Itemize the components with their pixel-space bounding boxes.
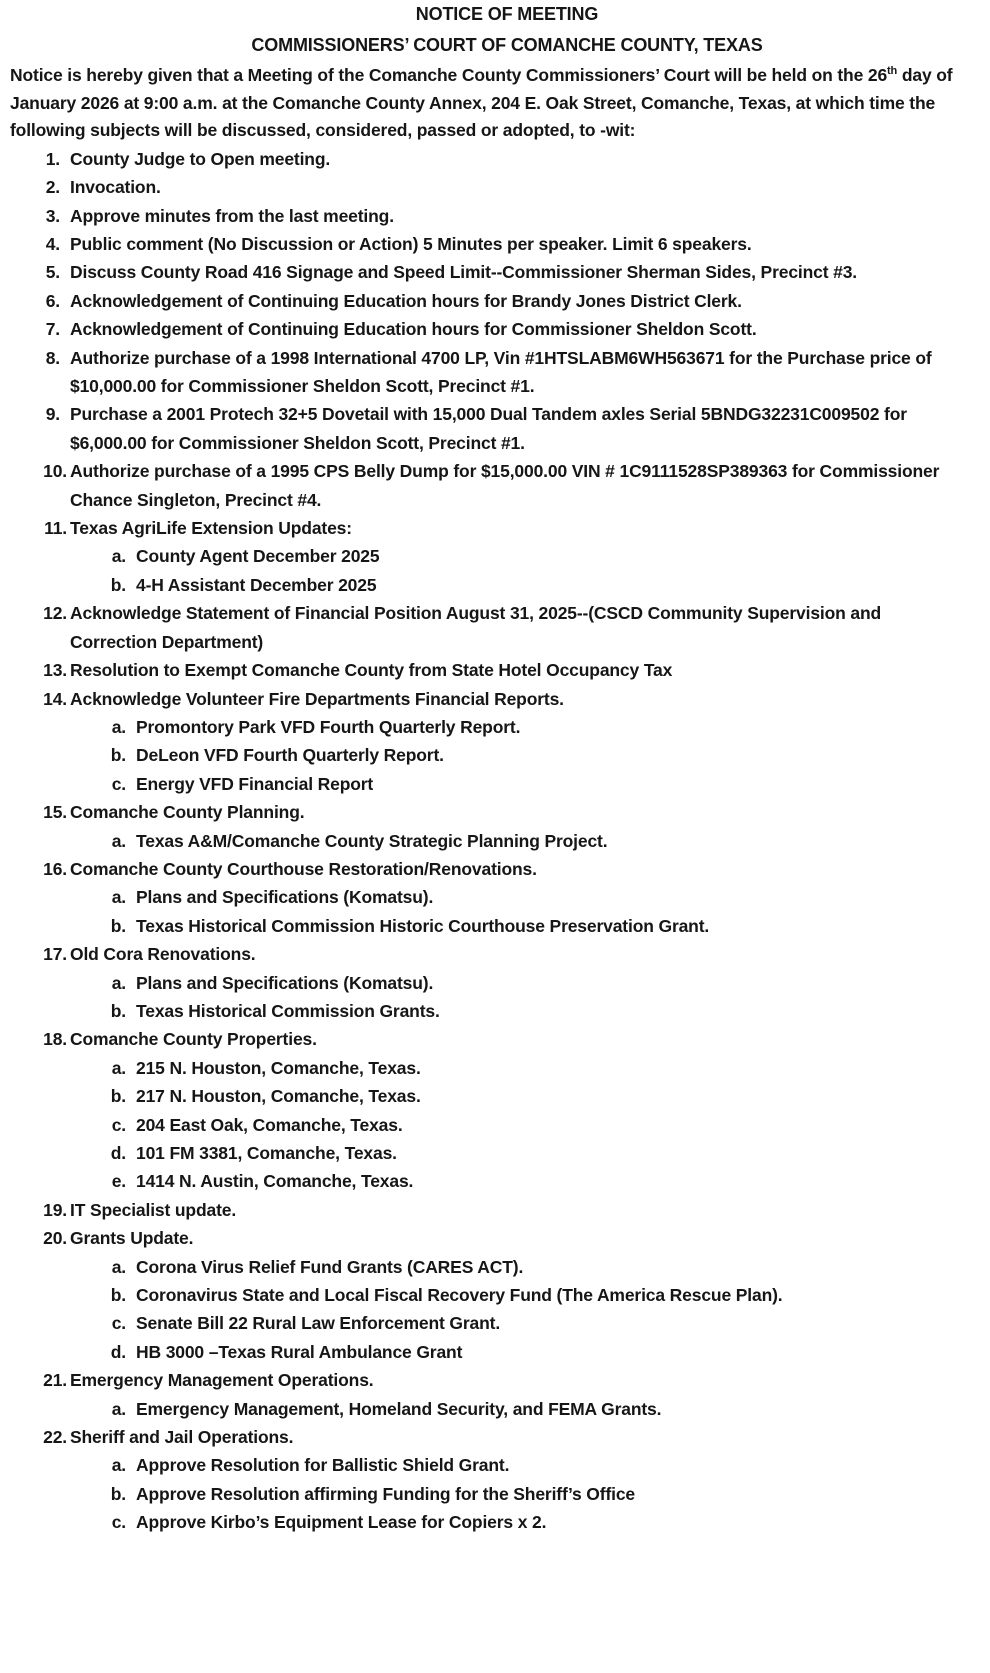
subitem-text: 1414 N. Austin, Comanche, Texas.: [136, 1171, 414, 1192]
subitem-letter: a.: [111, 546, 126, 567]
subitem-letter: b.: [110, 1000, 126, 1021]
subitem-text: Corona Virus Relief Fund Grants (CARES ACT).: [136, 1256, 524, 1277]
court-subtitle: COMMISSIONERS’ COURT OF COMANCHE COUNTY, TEXAS: [251, 35, 763, 55]
agenda-item-7: [10, 315, 976, 343]
subitem-text: 101 FM 3381, Comanche, Texas.: [136, 1143, 397, 1163]
subitem-text: Texas A&M/Comanche County Strategic Planning Project.: [136, 830, 608, 851]
item-number: 17.: [43, 944, 67, 965]
subitem-text: Senate Bill 22 Rural Law Enforcement Grant.: [136, 1313, 501, 1334]
subitem-text: County Agent December 2025: [136, 546, 380, 567]
agenda-item-15: [10, 798, 976, 826]
item-number: 13.: [43, 660, 67, 681]
item-text: Acknowledgement of Continuing Education hours for Brandy Jones District Clerk.: [70, 290, 742, 311]
item-text: Approve minutes from the last meeting.: [70, 205, 394, 226]
item-text: Texas AgriLife Extension Updates:: [70, 518, 352, 539]
agenda-subitem-20d: [10, 1338, 976, 1366]
agenda-item-11: [10, 514, 976, 542]
subitem-letter: a.: [111, 1057, 126, 1078]
subitem-text: Plans and Specifications (Komatsu).: [136, 972, 434, 993]
agenda-item-1: [10, 145, 976, 173]
meeting-notice-page: [0, 2, 990, 1673]
subitem-letter: b.: [110, 745, 126, 766]
agenda-subitem-11a: [10, 542, 976, 570]
agenda-item-18: [10, 1025, 976, 1053]
agenda-item-20: [10, 1224, 976, 1252]
agenda-subitem-18e: [10, 1167, 976, 1195]
subitem-letter: d.: [110, 1143, 126, 1163]
item-number: 2.: [45, 177, 60, 198]
agenda-subitem-22a: [10, 1451, 976, 1479]
subitem-text: Energy VFD Financial Report: [136, 773, 374, 794]
subitem-text: Coronavirus State and Local Fiscal Recovery Fund (The America Rescue Plan).: [136, 1285, 783, 1306]
item-text: Comanche County Planning.: [70, 802, 305, 823]
agenda-list: [10, 145, 976, 1537]
agenda-subitem-20a: [10, 1253, 976, 1281]
notice-title: NOTICE OF MEETING: [415, 4, 599, 24]
agenda-subitem-15a: [10, 827, 976, 855]
subitem-text: Texas Historical Commission Historic Courthouse Preservation Grant.: [136, 915, 710, 936]
item-number: 11.: [44, 518, 67, 539]
item-text: Sheriff and Jail Operations.: [70, 1427, 294, 1448]
subitem-letter: c.: [111, 1114, 126, 1135]
agenda-item-9: [10, 400, 976, 457]
agenda-item-3: [10, 202, 976, 230]
item-number: 1.: [45, 148, 60, 169]
agenda-item-13: [10, 656, 976, 684]
subitem-letter: a.: [111, 830, 126, 851]
item-number: 18.: [43, 1029, 67, 1050]
subitem-letter: a.: [111, 1455, 126, 1476]
agenda-subitem-11b: [10, 571, 976, 599]
agenda-item-4: [10, 230, 976, 258]
intro-ordinal-suffix: th: [887, 65, 898, 78]
agenda-subitem-14a: [10, 713, 976, 741]
notice-intro: [10, 62, 976, 145]
item-text: Acknowledge Statement of Financial Position August 31, 2025--(CSCD Community Supervision and Correction Department): [70, 603, 882, 652]
agenda-subitem-14b: [10, 741, 976, 769]
item-text: Old Cora Renovations.: [70, 944, 256, 965]
agenda-subitem-17b: [10, 997, 976, 1025]
agenda-subitem-16b: [10, 912, 976, 940]
item-text: Authorize purchase of a 1998 International 4700 LP, Vin #1HTSLABM6WH563671 for the Purchase price of $10,000.00 for Commissioner Sheldon Scott, Precinct #1.: [70, 347, 932, 397]
agenda-item-12: [10, 599, 976, 656]
subitem-letter: b.: [110, 1483, 126, 1504]
item-number: 15.: [43, 802, 67, 823]
intro-text-continued: day of January 2026 at 9:00 a.m. at the Comanche County Annex, 204 E. Oak Street, Comanche, Texas, at which time the following subjects will be discussed, considered, passed or adopted, to -wit:: [10, 65, 953, 141]
item-number: 20.: [43, 1228, 67, 1249]
item-text: Comanche County Properties.: [70, 1029, 317, 1050]
agenda-item-10: [10, 457, 976, 514]
subitem-letter: a.: [111, 716, 126, 737]
agenda-subitem-18d: [10, 1139, 976, 1167]
subitem-letter: d.: [110, 1341, 126, 1362]
agenda-item-22: [10, 1423, 976, 1451]
agenda-subitem-21a: [10, 1395, 976, 1423]
item-text: County Judge to Open meeting.: [70, 148, 331, 169]
item-text: Grants Update.: [70, 1228, 194, 1249]
agenda-item-19: [10, 1196, 976, 1224]
subitem-text: 4-H Assistant December 2025: [136, 574, 377, 595]
agenda-item-2: [10, 173, 976, 201]
item-number: 9.: [45, 404, 60, 425]
intro-text: Notice is hereby given that a Meeting of the Comanche County Commissioners’ Court will be held on the 26: [10, 65, 888, 85]
item-text: Discuss County Road 416 Signage and Speed Limit--Commissioner Sherman Sides, Precinct #3.: [70, 262, 858, 283]
subitem-letter: c.: [111, 773, 126, 794]
agenda-subitem-16a: [10, 883, 976, 911]
item-text: Invocation.: [70, 177, 161, 198]
item-number: 5.: [45, 262, 60, 283]
subitem-letter: b.: [110, 1086, 126, 1107]
subitem-text: Approve Resolution for Ballistic Shield Grant.: [136, 1455, 510, 1476]
agenda-subitem-20b: [10, 1281, 976, 1309]
subitem-text: 204 East Oak, Comanche, Texas.: [136, 1114, 403, 1135]
subitem-letter: a.: [111, 887, 126, 908]
item-text: Emergency Management Operations.: [70, 1370, 374, 1391]
agenda-item-6: [10, 287, 976, 315]
item-number: 4.: [45, 234, 60, 254]
agenda-item-5: [10, 258, 976, 286]
subitem-text: Texas Historical Commission Grants.: [136, 1000, 440, 1021]
item-number: 10.: [43, 461, 67, 482]
agenda-item-14: [10, 685, 976, 713]
subitem-letter: c.: [111, 1512, 126, 1533]
subitem-text: HB 3000 –Texas Rural Ambulance Grant: [136, 1341, 463, 1362]
agenda-subitem-14c: [10, 770, 976, 798]
agenda-subitem-17a: [10, 969, 976, 997]
subitem-text: 217 N. Houston, Comanche, Texas.: [136, 1086, 421, 1107]
item-text: Comanche County Courthouse Restoration/Renovations.: [70, 858, 537, 879]
agenda-subitem-22c: [10, 1508, 976, 1536]
agenda-subitem-18c: [10, 1111, 976, 1139]
agenda-subitem-18b: [10, 1082, 976, 1110]
subitem-text: Plans and Specifications (Komatsu).: [136, 887, 434, 908]
subitem-text: Emergency Management, Homeland Security, and FEMA Grants.: [136, 1398, 662, 1419]
item-number: 7.: [45, 319, 60, 340]
item-text: Resolution to Exempt Comanche County from State Hotel Occupancy Tax: [70, 660, 673, 681]
agenda-item-8: [10, 344, 976, 401]
subitem-letter: b.: [110, 915, 126, 936]
subitem-text: DeLeon VFD Fourth Quarterly Report.: [136, 745, 444, 766]
item-number: 6.: [45, 290, 60, 311]
subitem-letter: c.: [111, 1313, 126, 1334]
subitem-letter: b.: [110, 1285, 126, 1306]
agenda-item-16: [10, 855, 976, 883]
item-number: 16.: [43, 858, 67, 879]
subitem-letter: a.: [111, 1256, 126, 1277]
agenda-subitem-20c: [10, 1309, 976, 1337]
item-text: IT Specialist update.: [70, 1199, 237, 1220]
subitem-text: 215 N. Houston, Comanche, Texas.: [136, 1057, 421, 1078]
item-text: Acknowledge Volunteer Fire Departments Financial Reports.: [70, 688, 564, 709]
item-text: Authorize purchase of a 1995 CPS Belly Dump for $15,000.00 VIN # 1C9111528SP389363 for Commissioner Chance Singleton, Precinct #4.: [70, 461, 940, 510]
agenda-subitem-22b: [10, 1480, 976, 1508]
agenda-item-21: [10, 1366, 976, 1394]
subitem-text: Promontory Park VFD Fourth Quarterly Report.: [136, 716, 521, 737]
subitem-text: Approve Kirbo’s Equipment Lease for Copiers x 2.: [136, 1512, 547, 1533]
item-text: Acknowledgement of Continuing Education hours for Commissioner Sheldon Scott.: [70, 319, 757, 340]
subitem-letter: b.: [110, 574, 126, 595]
subitem-letter: e.: [111, 1171, 126, 1192]
item-number: 12.: [43, 603, 67, 624]
agenda-item-17: [10, 940, 976, 968]
subitem-letter: a.: [111, 1398, 126, 1419]
agenda-subitem-18a: [10, 1054, 976, 1082]
item-number: 8.: [45, 347, 60, 368]
item-number: 19.: [43, 1199, 67, 1220]
subitem-letter: a.: [111, 972, 126, 993]
item-text: Public comment (No Discussion or Action) 5 Minutes per speaker. Limit 6 speakers.: [70, 234, 752, 254]
item-number: 22.: [43, 1427, 67, 1448]
item-number: 21.: [43, 1370, 67, 1391]
item-number: 3.: [45, 205, 60, 226]
subitem-text: Approve Resolution affirming Funding for the Sheriff’s Office: [136, 1483, 635, 1504]
item-number: 14.: [43, 688, 67, 709]
item-text: Purchase a 2001 Protech 32+5 Dovetail with 15,000 Dual Tandem axles Serial 5BNDG32231C009502 for $6,000.00 for Commissioner Sheldon Scott, Precinct #1.: [70, 404, 907, 453]
